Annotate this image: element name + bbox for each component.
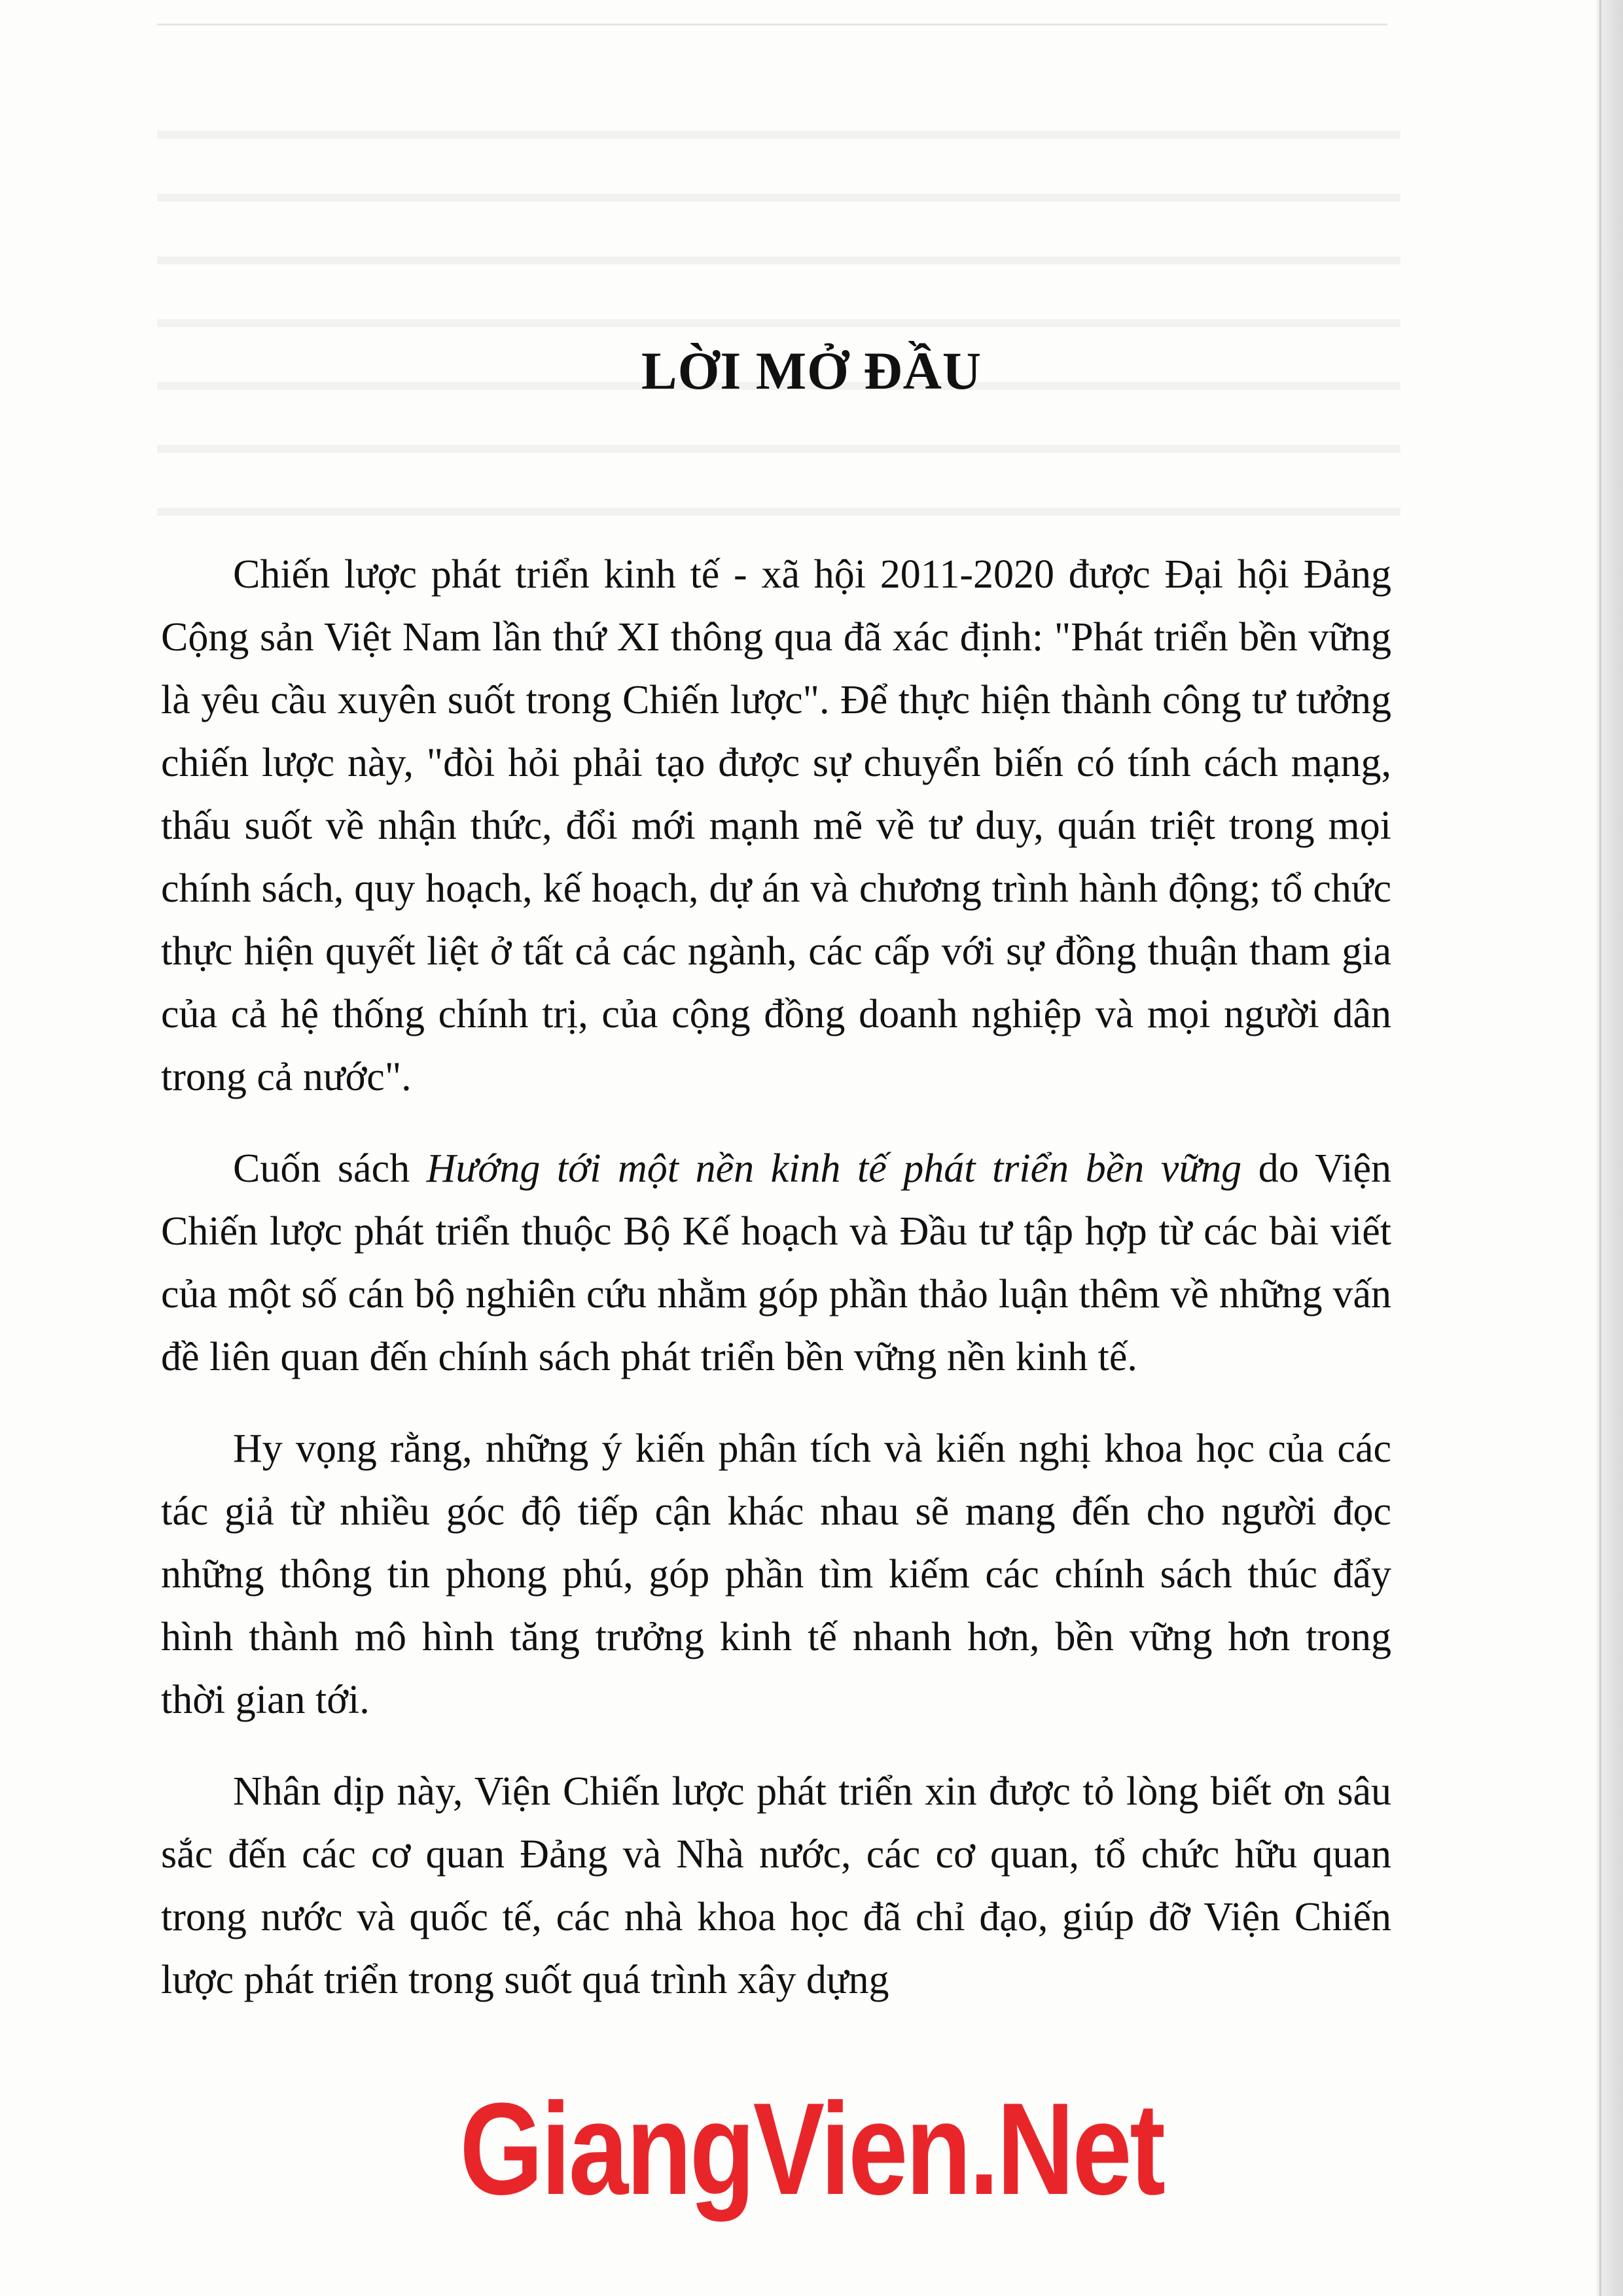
paragraph-4: Nhân dịp này, Viện Chiến lược phát triển xin được tỏ lòng biết ơn sâu sắc đến các cơ quan Đảng và Nhà nước, các cơ quan, tổ chức hữu quan trong nước và quốc tế, các nhà khoa học đã chỉ đạo, giúp đỡ Viện Chiến lược phát triển trong suốt quá trình xây dựng <box>161 1769 1391 2002</box>
paragraph-2 <box>161 1137 1391 1388</box>
paragraph-1: Chiến lược phát triển kinh tế - xã hội 2011-2020 được Đại hội Đảng Cộng sản Việt Nam lần thứ XI thông qua đã xác định: "Phát triển bền vững là yêu cầu xuyên suốt trong Chiến lược". Để thực hiện thành công tư tưởng chiến lược này, "đòi hỏi phải tạo được sự chuyển biến có tính cách mạng, thấu suốt về nhận thức, đổi mới mạnh mẽ về tư duy, quán triệt trong mọi chính sách, quy hoạch, kế hoạch, dự án và chương trình hành động; tổ chức thực hiện quyết liệt ở tất cả các ngành, các cấp với sự đồng thuận tham gia của cả hệ thống chính trị, của cộng đồng doanh nghiệp và mọi người dân trong cả nước". <box>161 552 1391 1099</box>
top-rule <box>157 24 1387 26</box>
paragraph-2-before: Cuốn sách <box>233 1146 427 1191</box>
watermark-logo: GiangVien.Net <box>459 2076 1164 2222</box>
paragraph-2-after: do Viện Chiến lược phát triển thuộc Bộ Kế hoạch và Đầu tư tập hợp từ các bài viết của một số cán bộ nghiên cứu nhằm góp phần thảo luận thêm về những vấn đề liên quan đến chính sách phát triển bền vững nền kinh tế. <box>161 1146 1391 1379</box>
page-title: LỜI MỞ ĐẦU <box>641 341 982 400</box>
paragraph-3: Hy vọng rằng, những ý kiến phân tích và kiến nghị khoa học của các tác giả từ nhiều góc độ tiếp cận khác nhau sẽ mang đến cho người đọc những thông tin phong phú, góp phần tìm kiếm các chính sách thúc đẩy hình thành mô hình tăng trưởng kinh tế nhanh hơn, bền vững hơn trong thời gian tới. <box>161 1426 1391 1722</box>
book-title: Hướng tới một nền kinh tế phát triển bền vững <box>426 1146 1242 1191</box>
show-through-text-region <box>157 85 1400 530</box>
body-text <box>161 543 1391 2040</box>
